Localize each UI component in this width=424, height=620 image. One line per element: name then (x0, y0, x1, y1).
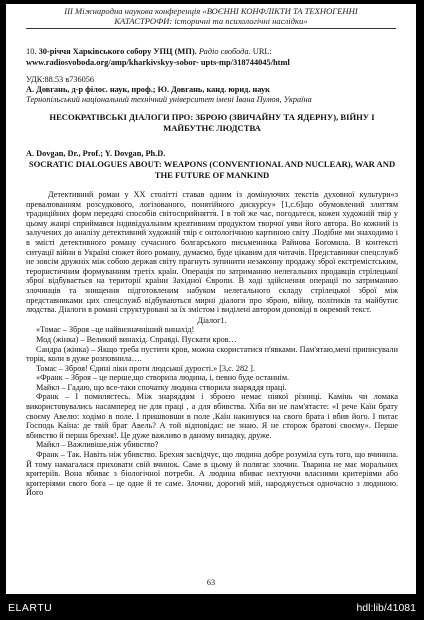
authors-ua: А. Довгань, д-р філос. наук, проф.; Ю. Довгань, канд. юрид. наук (26, 85, 270, 94)
article-body (26, 190, 398, 498)
header-line-1: ІІІ Міжнародна наукова конференція «ВОЄННІ КОНФЛІКТИ ТА ТЕХНОГЕННІ (64, 6, 358, 16)
paragraph: Детективний роман у ХХ столітті ставав одним із домінуючих текстів духовної культури«з превалюванням розсудкового, логізованого, понятійного дискурсу» [1,с.6]що обумовлений злиттям традиційних форм передачі способів світосприйняття. І в той же час, погодьтеся, кожен художній твір у цьому жанрі сприймався індивідуальним креативним продуктом творчої уяви його автора. Во кожний із залучених до аналізу детективний художній твір є онтологічною картиною світу .Подібне ми знаходимо і в змісті детективного роману сучасного болгарського письменника Райнова Богомила. В контексті ситуації війни в Україні сюжет його роману, думаємо, буде цікавим для читачів. Представники спецслужб не зовсім дружніх між собою держав світу прагнуть зупинити незаконну продажу зброї екстремістським, терористичним формуванням третіх країн. Операція по затриманню нелегальних продавців стрілецької зброї відбувається на території країни Західної Європи. В ході здійснення операції по затриманню злочинців та знищення підготовленим набуком нелегального складу стрілецької зброї між представниками цих спецслужб відбуваються мирні діалоги про зброю, війну, політиків та майбутнє людства. Діалоги в романі структуровані за їх змістом і виділені автором доповіді в окремий текст. (26, 190, 398, 315)
authors-en: A. Dovgan, Dr., Prof.; Y. Dovgan, Ph.D. (26, 149, 166, 158)
dialog-line: Мод (жінка) – Великий винахід. Справді. Пускати кров… (36, 334, 237, 344)
reference-url-label: URL: (252, 47, 272, 56)
title-en: SOCRATIC DIALOGUES ABOUT: WEAPONS (CONVENTIONAL AND NUCLEAR), WAR AND THE FUTURE OF MANKIND (28, 159, 396, 180)
dialog-line: «Франк – Зброя – це перше,що створила людина, і, певно буде останнім. (36, 373, 290, 383)
affiliation: Тернопільський національний технічний університет імені Івана Пулюя, Україна (26, 95, 312, 104)
dialog-line: Томас – Зброя! Єдині ліки проти людської дурості.» [3,с. 282 ]. (36, 363, 255, 373)
header-line-2: КАТАСТРОФИ: історичні та психологічні наслідки» (114, 16, 308, 26)
page-number: 63 (206, 578, 216, 587)
reference-number: 10. (26, 47, 37, 56)
running-header (6, 6, 416, 26)
reference-title: 30-річчя Харківського собору УПЦ (МП). (38, 47, 197, 56)
dialog-line: Франк – Так. Навіть ніж убивство. Брехня засвідчує, що людина добре розуміла суть того, що вчинила. Й тому намагалася приховати свій вчинок. Саме в цьому й полягає злочин. Тварина не має моральних критеріїв. Вона вбиває з біологічної потреби. А людина вбиває нехтуючи власними критеріями або критеріями свого бога – це одне й те саме. Злочин, дорогий мій, народжується одночасно з людиною. Його (26, 450, 398, 498)
reference-item (26, 46, 398, 68)
dialog-line: Майкл – Важливіше,ніж убивство? (36, 440, 159, 450)
handle-label[interactable]: hdl:lib/41081 (356, 602, 416, 614)
dialog-line: Сандра (жінка) – Якщо треба пустити кров, можна скористатися п'явками. Пам'ятаю,мені приписували торік, коли в дуже розповнила…. (26, 344, 398, 364)
document-page (6, 4, 416, 594)
header-rule (26, 28, 396, 29)
repository-label: ELARTU (8, 602, 53, 614)
reference-source: Радіо свобода. (198, 47, 251, 56)
dialog (26, 325, 398, 498)
title-ua: НЕСОКРАТІВСЬКІ ДІАЛОГИ ПРО: ЗБРОЮ (ЗВИЧАЙНУ ТА ЯДЕРНУ), ВІЙНУ І МАЙБУТНЄ ЛЮДСТВА (49, 112, 375, 133)
dialog-line: «Томас – Зброя –це найвизначніший винахід! (36, 325, 195, 335)
dialog-title: Діалог1. (197, 315, 227, 325)
udc-code: УДК:88.53 в736056 (26, 75, 95, 84)
dialog-line: Майкл – Гадаю, що все-таки спочатку людина створила знаряддя праці. (36, 382, 287, 392)
reference-url[interactable]: www.radiosvoboda.org/amp/kharkivskyy-sobor- upts-mp/318744045/html (26, 58, 290, 67)
dialog-line: Франк – І помиляєтесь. Між знаряддям і зброєю немає ніякої різниці. Камінь чи ломака використовувались насамперед не для праці , а для вбивства. Хіба ви не пам'ятаєте: «І рече Каїн брату своєму Авелю: ходімо в поле. І пришвовши в поле ,Каїн накинувся на свого брата і вбив його. І питає Господь Каїна: де твій брат Авель? А той відповідає: не знаю. Я не сторож братові своєму». Перше вбивство й перша брехня!. Це дуже важливо в даному випадку, друже. (26, 392, 398, 440)
